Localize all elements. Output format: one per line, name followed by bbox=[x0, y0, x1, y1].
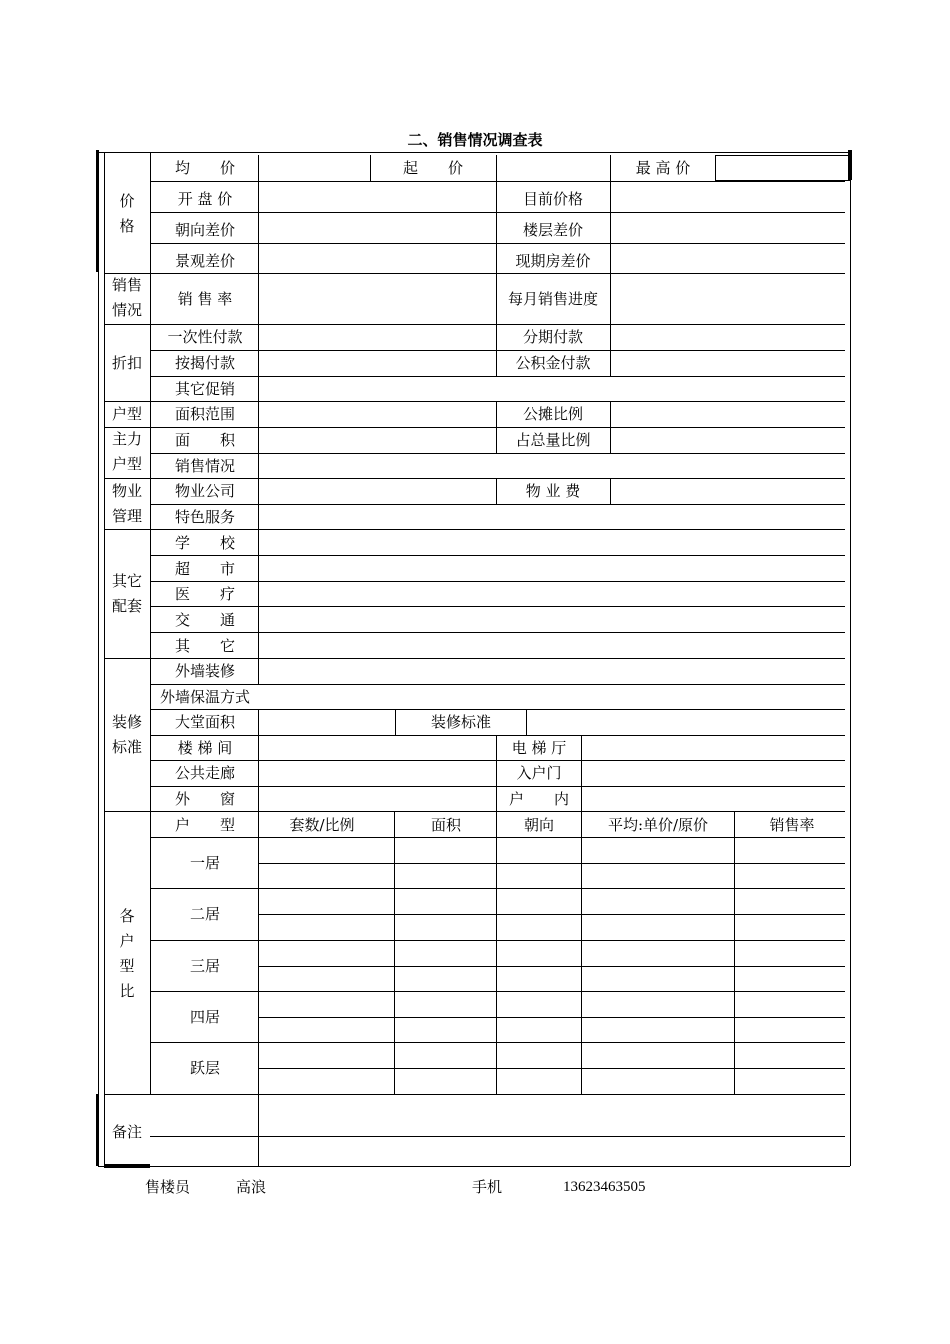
avg-price-label: 均 价 bbox=[174, 159, 236, 177]
grid-line bbox=[104, 273, 845, 274]
corridor-label: 公共走廊 bbox=[174, 764, 236, 782]
grid-line bbox=[150, 350, 845, 351]
property-group-label: 物业 管理 bbox=[111, 482, 143, 525]
grid-line bbox=[150, 991, 845, 992]
grid-line bbox=[526, 709, 527, 735]
grid-line bbox=[496, 324, 497, 376]
grid-line bbox=[258, 529, 259, 658]
grid-line bbox=[581, 811, 582, 1094]
ratio-header-5: 销售率 bbox=[769, 816, 815, 834]
grid-line bbox=[370, 155, 371, 181]
grid-line bbox=[258, 478, 259, 529]
grid-line bbox=[496, 273, 497, 324]
exterior-wall-label: 外墙装修 bbox=[174, 662, 236, 680]
property-service-label: 特色服务 bbox=[174, 508, 236, 526]
property-fee-label: 物 业 费 bbox=[525, 482, 581, 500]
floor-diff-label: 楼层差价 bbox=[522, 221, 584, 239]
grid-line bbox=[258, 401, 259, 478]
border-accent bbox=[96, 150, 99, 272]
medical-label: 医 疗 bbox=[174, 585, 236, 603]
grid-line bbox=[150, 735, 845, 736]
grid-line bbox=[150, 786, 845, 787]
ready-diff-label: 现期房差价 bbox=[515, 252, 591, 270]
border-accent bbox=[104, 1164, 150, 1168]
grid-line bbox=[610, 324, 611, 376]
grid-line bbox=[104, 324, 845, 325]
border-accent bbox=[96, 1094, 99, 1166]
grid-line bbox=[581, 735, 582, 811]
max-price-label: 最 高 价 bbox=[635, 159, 691, 177]
discount-group-label: 折扣 bbox=[111, 354, 143, 372]
grid-line bbox=[150, 212, 845, 213]
grid-line bbox=[258, 811, 259, 1094]
ratio-header-3: 朝向 bbox=[523, 816, 555, 834]
grid-line bbox=[150, 376, 845, 377]
grid-line bbox=[104, 427, 845, 428]
unit-type-group-label: 户型 bbox=[111, 405, 143, 423]
view-diff-label: 景观差价 bbox=[174, 252, 236, 270]
interior-label: 户 内 bbox=[508, 790, 570, 808]
mortgage-label: 按揭付款 bbox=[174, 354, 236, 372]
grid-line bbox=[258, 863, 845, 864]
phone-label: 手机 bbox=[472, 1178, 503, 1196]
unit-sales-status-label: 销售情况 bbox=[174, 457, 236, 475]
grid-line bbox=[850, 152, 851, 1166]
grid-line bbox=[104, 401, 845, 402]
area-range-label: 面积范围 bbox=[174, 405, 236, 423]
provident-fund-label: 公积金付款 bbox=[515, 354, 591, 372]
grid-line bbox=[496, 735, 497, 811]
phone-number: 13623463505 bbox=[563, 1179, 646, 1195]
grid-line bbox=[150, 243, 845, 244]
agent-label: 售楼员 bbox=[145, 1178, 191, 1196]
orientation-diff-label: 朝向差价 bbox=[174, 221, 236, 239]
transport-label: 交 通 bbox=[174, 611, 236, 629]
grid-line bbox=[258, 324, 259, 401]
ratio-header-2: 面积 bbox=[430, 816, 462, 834]
grid-line bbox=[610, 155, 611, 273]
grid-line bbox=[150, 453, 845, 454]
grid-line bbox=[394, 811, 395, 1094]
grid-line bbox=[496, 155, 497, 273]
grid-line bbox=[104, 658, 845, 659]
ratio-group-label: 各 户 型 比 bbox=[119, 907, 135, 1000]
grid-line bbox=[104, 529, 845, 530]
remarks-label: 备注 bbox=[111, 1123, 143, 1141]
grid-line bbox=[496, 401, 497, 453]
grid-line bbox=[98, 152, 850, 153]
grid-line bbox=[150, 760, 845, 761]
grid-line bbox=[734, 811, 735, 1094]
sales-rate-label: 销 售 率 bbox=[177, 290, 233, 308]
grid-line bbox=[715, 180, 850, 181]
supermarket-label: 超 市 bbox=[174, 560, 236, 578]
ratio-header-1: 套数/比例 bbox=[289, 816, 355, 834]
monthly-progress-label: 每月销售进度 bbox=[507, 290, 599, 308]
grid-line bbox=[98, 152, 99, 1166]
grid-line bbox=[395, 709, 396, 735]
grid-line bbox=[258, 658, 259, 684]
grid-line bbox=[610, 273, 611, 324]
grid-line bbox=[258, 1017, 845, 1018]
grid-line bbox=[258, 709, 259, 811]
grid-line bbox=[258, 1068, 845, 1069]
sales-group-label: 销售 情况 bbox=[111, 276, 143, 319]
grid-line bbox=[104, 152, 105, 1166]
total-ratio-label: 占总量比例 bbox=[515, 431, 591, 449]
grid-line bbox=[150, 1042, 845, 1043]
grid-line bbox=[150, 504, 845, 505]
entry-door-label: 入户门 bbox=[516, 764, 562, 782]
start-price-label: 起 价 bbox=[402, 159, 464, 177]
opening-price-label: 开 盘 价 bbox=[177, 190, 233, 208]
window-label: 外 窗 bbox=[174, 790, 236, 808]
grid-line bbox=[150, 152, 151, 1094]
grid-line bbox=[258, 273, 259, 324]
grid-line bbox=[150, 837, 845, 838]
ratio-type-label: 跃层 bbox=[189, 1059, 221, 1077]
ratio-header-0: 户 型 bbox=[174, 816, 236, 834]
grid-line bbox=[150, 1136, 845, 1137]
current-price-label: 目前价格 bbox=[522, 190, 584, 208]
decoration-group-label: 装修 标准 bbox=[111, 713, 143, 756]
grid-line bbox=[98, 1166, 850, 1167]
insulation-label: 外墙保温方式 bbox=[159, 688, 251, 706]
grid-line bbox=[258, 966, 845, 967]
form-title: 二、销售情况调查表 bbox=[407, 131, 543, 149]
lump-sum-label: 一次性付款 bbox=[167, 328, 243, 346]
facilities-other-label: 其 它 bbox=[174, 637, 236, 655]
grid-line bbox=[715, 155, 716, 181]
lobby-area-label: 大堂面积 bbox=[174, 713, 236, 731]
grid-line bbox=[258, 1094, 259, 1166]
grid-line bbox=[496, 478, 497, 504]
main-unit-group-label: 主力 户型 bbox=[111, 430, 143, 473]
grid-line bbox=[150, 709, 845, 710]
grid-line bbox=[496, 811, 497, 1094]
grid-line bbox=[150, 555, 845, 556]
ratio-type-label: 二居 bbox=[189, 905, 221, 923]
grid-line bbox=[150, 581, 845, 582]
ratio-header-4: 平均:单价/原价 bbox=[607, 816, 709, 834]
grid-line bbox=[150, 606, 845, 607]
ratio-type-label: 四居 bbox=[189, 1008, 221, 1026]
stairwell-label: 楼 梯 间 bbox=[177, 739, 233, 757]
grid-line bbox=[150, 181, 845, 182]
grid-line bbox=[150, 940, 845, 941]
other-promo-label: 其它促销 bbox=[174, 380, 236, 398]
facilities-group-label: 其它 配套 bbox=[111, 572, 143, 615]
grid-line bbox=[258, 155, 259, 273]
grid-line bbox=[258, 914, 845, 915]
property-company-label: 物业公司 bbox=[174, 482, 236, 500]
agent-name: 高浪 bbox=[236, 1178, 267, 1196]
grid-line bbox=[104, 478, 845, 479]
grid-line bbox=[150, 888, 845, 889]
grid-line bbox=[150, 632, 845, 633]
grid-line bbox=[104, 1094, 845, 1095]
shared-ratio-label: 公摊比例 bbox=[522, 405, 584, 423]
grid-line bbox=[610, 478, 611, 504]
price-group-label: 价 格 bbox=[119, 192, 135, 235]
elevator-hall-label: 电 梯 厅 bbox=[511, 739, 567, 757]
school-label: 学 校 bbox=[174, 534, 236, 552]
ratio-type-label: 一居 bbox=[189, 854, 221, 872]
area-label: 面 积 bbox=[174, 431, 236, 449]
grid-line bbox=[150, 684, 845, 685]
installment-label: 分期付款 bbox=[522, 328, 584, 346]
grid-line bbox=[715, 155, 850, 156]
ratio-type-label: 三居 bbox=[189, 957, 221, 975]
decoration-standard-label: 装修标准 bbox=[430, 713, 492, 731]
grid-line bbox=[610, 401, 611, 453]
